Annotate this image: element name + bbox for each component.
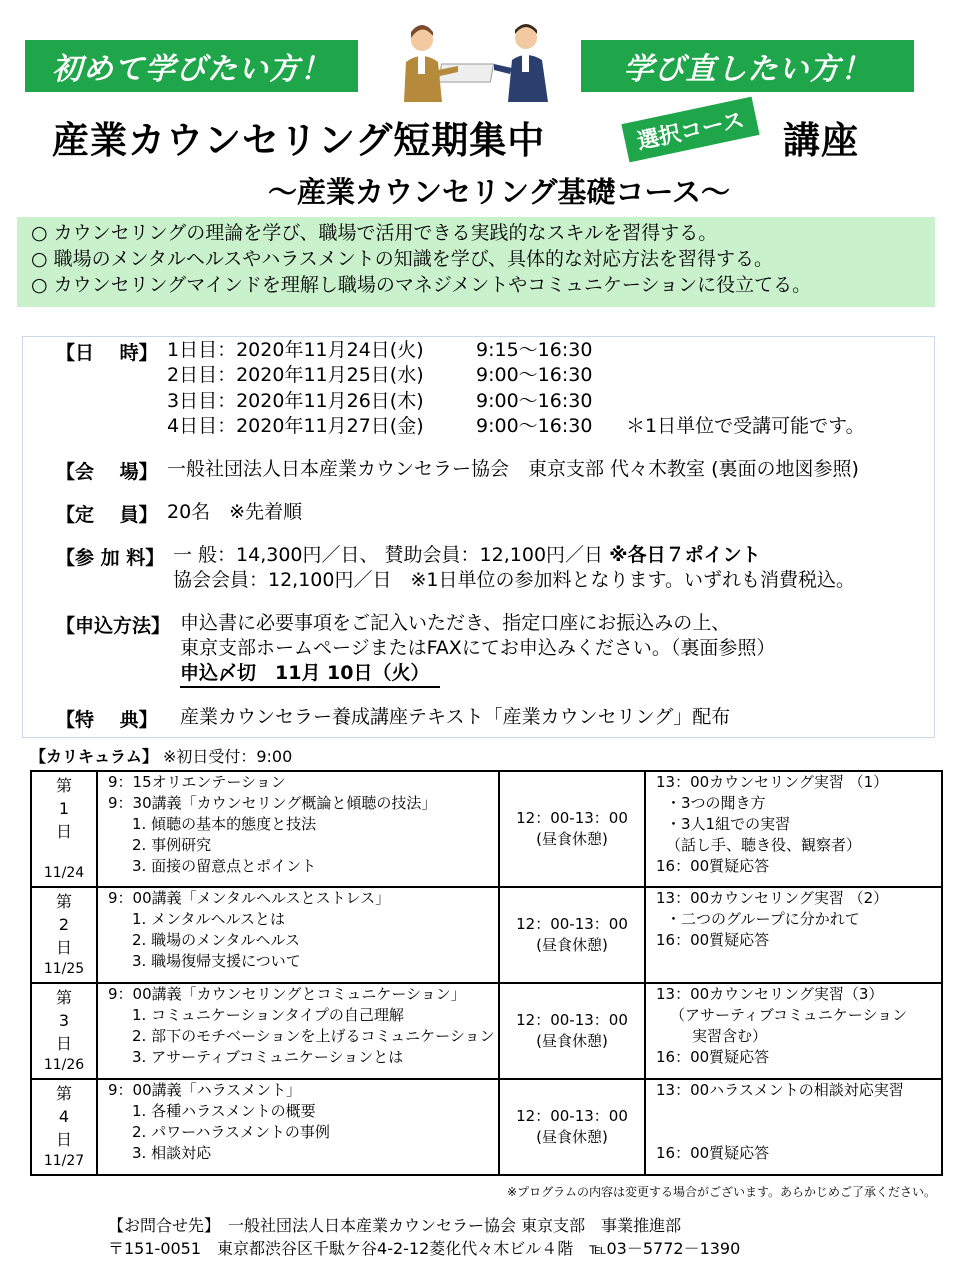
day-date: 11/25 — [43, 961, 85, 977]
am-item: 2. 部下のモチベーションを上げるコミュニケーション — [132, 1027, 495, 1045]
apply-deadline: 申込〆切 11月 10日（火） — [180, 661, 440, 688]
schedule-time-3: 9:00～16:30 — [476, 390, 593, 412]
pm-item: 13：00カウンセリング実習 （1） — [656, 773, 889, 791]
goals-box — [17, 217, 935, 307]
pm-item: 13：00カウンセリング実習（3） — [656, 985, 884, 1003]
schedule-day-4: 4日目：2020年11月27日(金) — [167, 415, 424, 437]
table-row — [31, 771, 942, 887]
lunch-time: 12：00-13：00 — [516, 809, 628, 827]
pm-item: ・二つのグループに分かれて — [666, 910, 860, 928]
badge-first-time: 初めて学びたい方！ — [25, 40, 358, 92]
pm-item: 16：00質疑応答 — [656, 1048, 770, 1066]
benefit-value: 産業カウンセラー養成講座テキスト「産業カウンセリング」配布 — [180, 706, 731, 728]
venue-value: 一般社団法人日本産業カウンセラー協会 東京支部 代々木教室 (裏面の地図参照) — [167, 458, 859, 480]
morning-cell — [97, 771, 499, 887]
afternoon-cell — [645, 983, 942, 1079]
schedule-note: ＊1日単位で受講可能です。 — [626, 415, 865, 437]
morning-cell — [97, 887, 499, 983]
am-item: 2. 事例研究 — [132, 836, 212, 854]
schedule-day-2: 2日目：2020年11月25日(水) — [167, 364, 424, 386]
pm-item: ・3人1組での実習 — [666, 815, 791, 833]
afternoon-cell — [645, 887, 942, 983]
day-cell — [31, 771, 97, 887]
lunch-cell — [499, 771, 645, 887]
lunch-time: 12：00-13：00 — [516, 915, 628, 933]
fee-line-1 — [173, 543, 761, 568]
afternoon-cell — [645, 1079, 942, 1175]
day-cell — [31, 1079, 97, 1175]
lunch-time: 12：00-13：00 — [516, 1107, 628, 1125]
pm-item: （アサーティブコミュニケーション — [670, 1006, 908, 1024]
pm-spacer — [656, 1101, 941, 1122]
lunch-time: 12：00-13：00 — [516, 1011, 628, 1029]
goal-item: ○ カウンセリングの理論を学び、職場で活用できる実践的なスキルを習得する。 — [31, 222, 718, 244]
day-label: 第 3 日 — [55, 988, 72, 1053]
curriculum-label: 【カリキュラム】 — [30, 747, 158, 766]
am-item: 9：00講義「ハラスメント」 — [108, 1081, 302, 1099]
page-subtitle: ～産業カウンセリング基礎コース～ — [268, 175, 730, 209]
schedule-time-1: 9:15～16:30 — [476, 339, 593, 361]
fee-line-2: 協会会員：12,100円／日 ※1日単位の参加料となります。いずれも消費税込。 — [173, 569, 855, 591]
am-item: 9：00講義「カウンセリングとコミュニケーション」 — [108, 985, 466, 1003]
pm-spacer — [656, 1122, 941, 1143]
venue-label: 【会 場】 — [56, 461, 158, 483]
am-item: 2. 職場のメンタルヘルス — [132, 931, 301, 949]
goal-item: ○ 職場のメンタルヘルスやハラスメントの知識を学び、具体的な対応方法を習得する。 — [31, 248, 773, 270]
am-item: 1. 各種ハラスメントの概要 — [132, 1102, 316, 1120]
apply-label: 【申込方法】 — [56, 615, 171, 637]
lunch-label: (昼食休憩) — [536, 936, 608, 954]
table-row — [31, 983, 942, 1079]
morning-cell — [97, 983, 499, 1079]
day-date: 11/26 — [43, 1057, 85, 1073]
pm-item: （話し手、聴き役、観察者） — [666, 836, 862, 854]
lunch-label: (昼食休憩) — [536, 830, 608, 848]
schedule-day-3: 3日目：2020年11月26日(木) — [167, 390, 424, 412]
pm-item: 16：00質疑応答 — [656, 857, 770, 875]
am-item: 1. メンタルヘルスとは — [132, 910, 286, 928]
fee-general: 一 般：14,300円／日、 賛助会員：12,100円／日 — [173, 544, 604, 566]
capacity-value: 20名 ※先着順 — [167, 501, 303, 523]
program-note: ※プログラムの内容は変更する場合がございます。あらかじめご了承ください。 — [507, 1185, 936, 1199]
badge-relearn: 学び直したい方！ — [581, 40, 914, 92]
schedule-day-1: 1日目：2020年11月24日(火) — [167, 339, 424, 361]
lunch-cell — [499, 983, 645, 1079]
pm-item: 16：00質疑応答 — [656, 1144, 770, 1162]
afternoon-cell — [645, 771, 942, 887]
table-row — [31, 1079, 942, 1175]
am-item: 3. 職場復帰支援について — [132, 952, 301, 970]
page-title-suffix: 講座 — [783, 119, 859, 162]
day-date: 11/27 — [43, 1153, 85, 1169]
contact-line-2: 〒151-0051 東京都渋谷区千駄ケ谷4-2-12菱化代々木ビル４階 ℡03－5772－1390 — [108, 1239, 741, 1258]
page-title: 産業カウンセリング短期集中 — [52, 119, 546, 162]
schedule-time-4: 9:00～16:30 — [476, 415, 593, 437]
two-people-meeting-illustration — [398, 16, 558, 102]
schedule-time-2: 9:00～16:30 — [476, 364, 593, 386]
morning-cell — [97, 1079, 499, 1175]
day-date: 11/24 — [43, 865, 85, 881]
curriculum-note: ※初日受付：9:00 — [162, 747, 293, 766]
curriculum-table — [30, 770, 943, 1176]
am-item: 1. 傾聴の基本的態度と技法 — [132, 815, 317, 833]
day-label: 第 2 日 — [55, 892, 72, 957]
benefit-label: 【特 典】 — [56, 709, 158, 731]
am-item: 9：00講義「メンタルヘルスとストレス」 — [108, 889, 391, 907]
pm-item: 13：00カウンセリング実習 （2） — [656, 889, 889, 907]
day-cell — [31, 887, 97, 983]
contact-line-1: 【お問合せ先】 一般社団法人日本産業カウンセラー協会 東京支部 事業推進部 — [108, 1216, 682, 1235]
am-item: 9：30講義「カウンセリング概論と傾聴の技法」 — [108, 794, 437, 812]
day-label: 第 1 日 — [55, 776, 72, 841]
lunch-label: (昼食休憩) — [536, 1032, 608, 1050]
fee-points: ※各日７ポイント — [609, 544, 761, 566]
pm-item: 13：00ハラスメントの相談対応実習 — [656, 1081, 904, 1099]
table-row — [31, 887, 942, 983]
pm-item: ・3つの聞き方 — [666, 794, 766, 812]
pm-item: 実習含む） — [692, 1027, 768, 1045]
am-item: 2. パワーハラスメントの事例 — [132, 1123, 330, 1141]
apply-line-1: 申込書に必要事項をご記入いただき、指定口座にお振込みの上、 — [180, 612, 731, 634]
lunch-cell — [499, 1079, 645, 1175]
schedule-label: 【日 時】 — [56, 342, 158, 364]
am-item: 3. 相談対応 — [132, 1144, 212, 1162]
am-item: 3. 面接の留意点とポイント — [132, 857, 317, 875]
am-item: 1. コミュニケーションタイプの自己理解 — [132, 1006, 404, 1024]
pm-item: 16：00質疑応答 — [656, 931, 770, 949]
day-cell — [31, 983, 97, 1079]
lunch-label: (昼食休憩) — [536, 1128, 608, 1146]
am-item: 3. アサーティブコミュニケーションとは — [132, 1048, 404, 1066]
capacity-label: 【定 員】 — [56, 504, 158, 526]
day-label: 第 4 日 — [55, 1084, 72, 1149]
select-course-badge: 選択コース — [621, 97, 759, 163]
apply-line-2: 東京支部ホームページまたはFAXにてお申込みください。（裏面参照） — [180, 637, 776, 659]
lunch-cell — [499, 887, 645, 983]
am-item: 9：15オリエンテーション — [108, 773, 286, 791]
fee-label: 【参 加 料】 — [56, 547, 165, 569]
curriculum-title — [30, 744, 292, 767]
goal-item: ○ カウンセリングマインドを理解し職場のマネジメントやコミュニケーションに役立てる。 — [31, 274, 812, 296]
